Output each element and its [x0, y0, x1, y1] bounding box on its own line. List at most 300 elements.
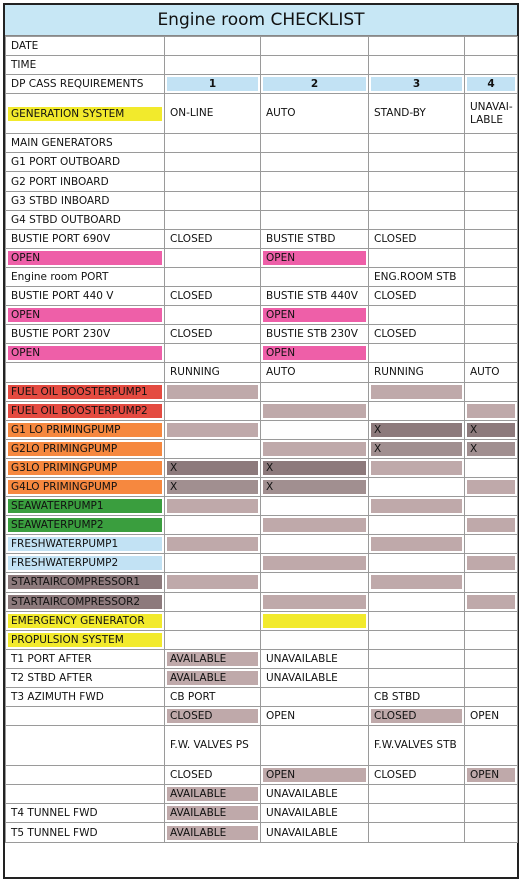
status-cell-4 — [465, 229, 518, 248]
status-cell-3 — [369, 554, 465, 573]
status-cell-2 — [261, 439, 369, 458]
status-cell-1-value — [167, 385, 258, 399]
status-cell-1 — [165, 344, 261, 363]
status-cell-2 — [261, 229, 369, 248]
status-cell-1-value — [167, 155, 258, 169]
status-cell-3 — [369, 172, 465, 191]
status-cell-2-value — [263, 175, 366, 189]
status-cell-3-value — [371, 175, 462, 189]
status-cell-3-value — [371, 499, 462, 513]
status-cell-4 — [465, 267, 518, 286]
status-cell-1-value: 1 — [167, 77, 258, 91]
status-cell-4 — [465, 37, 518, 56]
status-cell-2-value: 2 — [263, 77, 366, 91]
row-label — [6, 267, 165, 286]
status-cell-1 — [165, 573, 261, 592]
status-cell-2 — [261, 306, 369, 325]
checklist-row — [6, 630, 518, 649]
status-cell-4 — [465, 630, 518, 649]
row-label-value: G3LO PRIMINGPUMP — [8, 461, 162, 475]
checklist-row — [6, 210, 518, 229]
status-cell-4-value — [467, 346, 515, 360]
status-cell-2-value: OPEN — [266, 710, 296, 723]
status-cell-3-value — [371, 537, 462, 551]
status-cell-2 — [261, 688, 369, 707]
status-cell-4-value: X — [467, 442, 515, 456]
row-label — [6, 497, 165, 516]
status-cell-2-value — [263, 614, 366, 628]
status-cell-3 — [369, 535, 465, 554]
status-cell-3 — [369, 267, 465, 286]
row-label — [6, 56, 165, 75]
status-cell-3 — [369, 497, 465, 516]
status-cell-4-value — [467, 194, 515, 208]
row-label-value: T3 AZIMUTH FWD — [11, 691, 104, 704]
status-cell-4 — [465, 344, 518, 363]
status-cell-2 — [261, 707, 369, 726]
status-cell-1 — [165, 649, 261, 668]
status-cell-2-value: OPEN — [263, 308, 366, 322]
status-cell-4 — [465, 726, 518, 766]
status-cell-3 — [369, 210, 465, 229]
checklist-row — [6, 592, 518, 611]
status-cell-3-value: CLOSED — [374, 328, 417, 341]
row-label-value: TIME — [11, 59, 37, 72]
checklist-row — [6, 535, 518, 554]
status-cell-2 — [261, 134, 369, 153]
row-label — [6, 75, 165, 94]
status-cell-4-value — [467, 404, 515, 418]
status-cell-1-value: CLOSED — [170, 232, 213, 245]
status-cell-3-value — [371, 461, 462, 475]
status-cell-1-value: F.W. VALVES PS — [170, 739, 249, 752]
checklist-row — [6, 94, 518, 134]
status-cell-1-value: CLOSED — [170, 769, 213, 782]
status-cell-3-value — [371, 614, 462, 628]
status-cell-2 — [261, 649, 369, 668]
row-label — [6, 785, 165, 804]
status-cell-4-value — [467, 787, 515, 801]
status-cell-3-value — [371, 346, 462, 360]
status-cell-2 — [261, 401, 369, 420]
status-cell-1 — [165, 306, 261, 325]
status-cell-3-value — [371, 155, 462, 169]
status-cell-2 — [261, 573, 369, 592]
status-cell-3-value — [371, 671, 462, 685]
status-cell-1-value — [167, 595, 258, 609]
status-cell-3 — [369, 94, 465, 134]
status-cell-2-value: UNAVAILABLE — [266, 788, 338, 801]
status-cell-2 — [261, 516, 369, 535]
checklist-table — [5, 36, 518, 843]
status-cell-4 — [465, 439, 518, 458]
status-cell-2-value: UNAVAILABLE — [266, 671, 338, 684]
status-cell-4 — [465, 477, 518, 496]
checklist-row — [6, 707, 518, 726]
status-cell-1-value — [167, 175, 258, 189]
status-cell-1 — [165, 267, 261, 286]
status-cell-3 — [369, 458, 465, 477]
status-cell-1-value: CLOSED — [170, 290, 213, 303]
checklist-row — [6, 554, 518, 573]
status-cell-1-value: AVAILABLE — [167, 671, 258, 685]
status-cell-1-value — [167, 404, 258, 418]
row-label — [6, 804, 165, 823]
status-cell-3 — [369, 134, 465, 153]
status-cell-1 — [165, 554, 261, 573]
row-label-value: G2LO PRIMINGPUMP — [8, 442, 162, 456]
status-cell-2-value: OPEN — [263, 251, 366, 265]
status-cell-1 — [165, 458, 261, 477]
status-cell-3 — [369, 306, 465, 325]
status-cell-2 — [261, 766, 369, 785]
status-cell-2-value — [263, 442, 366, 456]
status-cell-3-value: F.W.VALVES STB — [374, 739, 457, 752]
status-cell-3 — [369, 248, 465, 267]
row-label-value: Engine room PORT — [11, 270, 109, 283]
row-label-value: FUEL OIL BOOSTERPUMP2 — [8, 404, 162, 418]
status-cell-4 — [465, 707, 518, 726]
status-cell-4-value — [467, 308, 515, 322]
status-cell-1-value: RUNNING — [170, 366, 220, 379]
status-cell-2 — [261, 382, 369, 401]
status-cell-4-value — [467, 614, 515, 628]
row-label — [6, 554, 165, 573]
checklist-sheet — [3, 3, 519, 879]
status-cell-2 — [261, 75, 369, 94]
status-cell-3 — [369, 630, 465, 649]
row-label — [6, 382, 165, 401]
status-cell-4 — [465, 804, 518, 823]
status-cell-4 — [465, 306, 518, 325]
status-cell-1-value — [167, 423, 258, 437]
status-cell-4 — [465, 688, 518, 707]
status-cell-3-value: 3 — [371, 77, 462, 91]
status-cell-3 — [369, 707, 465, 726]
status-cell-4 — [465, 134, 518, 153]
status-cell-2-value: BUSTIE STB 230V — [266, 328, 358, 341]
status-cell-3-value — [371, 595, 462, 609]
status-cell-1-value — [167, 213, 258, 227]
status-cell-1-value — [167, 346, 258, 360]
status-cell-3 — [369, 382, 465, 401]
status-cell-1-value — [167, 136, 258, 150]
status-cell-1-value: AVAILABLE — [167, 652, 258, 666]
status-cell-4 — [465, 382, 518, 401]
status-cell-3-value: CLOSED — [374, 290, 417, 303]
status-cell-1 — [165, 630, 261, 649]
checklist-row — [6, 497, 518, 516]
checklist-row — [6, 382, 518, 401]
status-cell-3 — [369, 573, 465, 592]
status-cell-3-value — [371, 806, 462, 820]
status-cell-1-value — [167, 39, 258, 53]
status-cell-3 — [369, 766, 465, 785]
status-cell-4-value: OPEN — [470, 710, 500, 723]
row-label-value: G4 STBD OUTBOARD — [11, 213, 121, 226]
status-cell-1 — [165, 477, 261, 496]
row-label-value: G1 PORT OUTBOARD — [11, 156, 121, 169]
status-cell-4-value — [467, 633, 515, 647]
row-label-value: STARTAIRCOMPRESSOR1 — [8, 575, 162, 589]
status-cell-2 — [261, 94, 369, 134]
status-cell-4-value: OPEN — [467, 768, 515, 782]
status-cell-3 — [369, 477, 465, 496]
row-label-value: G1 LO PRIMINGPUMP — [8, 423, 162, 437]
row-label-value: OPEN — [8, 346, 162, 360]
status-cell-2 — [261, 785, 369, 804]
status-cell-1 — [165, 516, 261, 535]
status-cell-2-value — [263, 423, 366, 437]
status-cell-2 — [261, 287, 369, 306]
status-cell-1-value — [167, 58, 258, 72]
row-label — [6, 592, 165, 611]
row-label — [6, 458, 165, 477]
status-cell-4 — [465, 611, 518, 630]
status-cell-1 — [165, 191, 261, 210]
status-cell-4-value — [467, 461, 515, 475]
row-label — [6, 649, 165, 668]
status-cell-3-value — [371, 385, 462, 399]
status-cell-2 — [261, 458, 369, 477]
status-cell-1-value — [167, 575, 258, 589]
checklist-row — [6, 823, 518, 842]
row-label-value: MAIN GENERATORS — [11, 137, 113, 150]
status-cell-1 — [165, 287, 261, 306]
status-cell-3-value — [371, 575, 462, 589]
status-cell-1 — [165, 420, 261, 439]
status-cell-1-value: CLOSED — [170, 328, 213, 341]
status-cell-3 — [369, 75, 465, 94]
status-cell-1 — [165, 823, 261, 842]
status-cell-4 — [465, 785, 518, 804]
status-cell-2 — [261, 477, 369, 496]
status-cell-1 — [165, 766, 261, 785]
status-cell-3-value — [371, 213, 462, 227]
status-cell-3 — [369, 37, 465, 56]
checklist-row — [6, 287, 518, 306]
row-label-value: G2 PORT INBOARD — [11, 175, 109, 188]
status-cell-1 — [165, 382, 261, 401]
status-cell-4-value: UNAVAI- LABLE — [470, 100, 513, 126]
row-label-value: T5 TUNNEL FWD — [11, 826, 98, 839]
status-cell-3-value: X — [371, 442, 462, 456]
status-cell-4 — [465, 248, 518, 267]
status-cell-1-value — [167, 499, 258, 513]
status-cell-1 — [165, 229, 261, 248]
status-cell-4-value — [467, 652, 515, 666]
status-cell-3-value — [371, 136, 462, 150]
status-cell-4-value — [467, 39, 515, 53]
status-cell-4 — [465, 75, 518, 94]
status-cell-3-value — [371, 308, 462, 322]
row-label — [6, 287, 165, 306]
status-cell-3 — [369, 611, 465, 630]
status-cell-2-value — [263, 39, 366, 53]
status-cell-3-value: CLOSED — [371, 709, 462, 723]
row-label — [6, 630, 165, 649]
status-cell-1 — [165, 134, 261, 153]
status-cell-1-value: ON-LINE — [170, 107, 214, 120]
status-cell-2 — [261, 535, 369, 554]
status-cell-3-value — [371, 251, 462, 265]
status-cell-1 — [165, 785, 261, 804]
status-cell-2-value: OPEN — [263, 346, 366, 360]
status-cell-4 — [465, 172, 518, 191]
status-cell-2-value: X — [263, 480, 366, 494]
row-label — [6, 229, 165, 248]
row-label-value: OPEN — [8, 308, 162, 322]
status-cell-1-value: CLOSED — [167, 709, 258, 723]
status-cell-4-value — [467, 232, 515, 246]
row-label-value: GENERATION SYSTEM — [8, 107, 162, 121]
status-cell-4-value — [467, 175, 515, 189]
status-cell-2 — [261, 497, 369, 516]
status-cell-3 — [369, 516, 465, 535]
status-cell-3-value: CLOSED — [374, 769, 417, 782]
status-cell-4 — [465, 191, 518, 210]
row-label-value: FRESHWATERPUMP1 — [8, 537, 162, 551]
checklist-title: Engine room CHECKLIST — [5, 5, 517, 36]
status-cell-1-value — [167, 194, 258, 208]
status-cell-4-value — [467, 556, 515, 570]
status-cell-3-value — [371, 194, 462, 208]
status-cell-2-value — [263, 155, 366, 169]
status-cell-2-value: UNAVAILABLE — [266, 807, 338, 820]
row-label-value: G4LO PRIMINGPUMP — [8, 480, 162, 494]
row-label — [6, 172, 165, 191]
status-cell-3 — [369, 649, 465, 668]
status-cell-4 — [465, 458, 518, 477]
status-cell-4-value — [467, 671, 515, 685]
status-cell-1 — [165, 726, 261, 766]
status-cell-1 — [165, 172, 261, 191]
status-cell-1 — [165, 56, 261, 75]
row-label — [6, 191, 165, 210]
status-cell-4 — [465, 287, 518, 306]
row-label-value: EMERGENCY GENERATOR — [8, 614, 162, 628]
status-cell-4-value — [467, 826, 515, 840]
status-cell-3 — [369, 726, 465, 766]
status-cell-2-value — [263, 270, 366, 284]
row-label — [6, 668, 165, 687]
status-cell-4-value — [467, 575, 515, 589]
row-label — [6, 153, 165, 172]
checklist-row — [6, 75, 518, 94]
status-cell-1-value — [167, 537, 258, 551]
status-cell-4-value — [467, 213, 515, 227]
checklist-row — [6, 668, 518, 687]
row-label — [6, 344, 165, 363]
status-cell-2 — [261, 210, 369, 229]
status-cell-2-value — [263, 537, 366, 551]
checklist-row — [6, 344, 518, 363]
checklist-row — [6, 401, 518, 420]
status-cell-2 — [261, 267, 369, 286]
status-cell-1 — [165, 248, 261, 267]
status-cell-2-value: X — [263, 461, 366, 475]
status-cell-1 — [165, 94, 261, 134]
status-cell-2-value: BUSTIE STBD — [266, 232, 336, 245]
status-cell-4-value — [467, 136, 515, 150]
status-cell-4-value — [467, 385, 515, 399]
status-cell-4-value — [467, 289, 515, 303]
row-label-value: SEAWATERPUMP2 — [8, 518, 162, 532]
row-label-value: G3 STBD INBOARD — [11, 194, 110, 207]
row-label-value: STARTAIRCOMPRESSOR2 — [8, 595, 162, 609]
row-label-value: T1 PORT AFTER — [11, 652, 92, 665]
status-cell-1-value: AVAILABLE — [167, 806, 258, 820]
status-cell-3-value: ENG.ROOM STB — [374, 270, 457, 283]
status-cell-2 — [261, 153, 369, 172]
status-cell-2 — [261, 668, 369, 687]
checklist-row — [6, 785, 518, 804]
status-cell-3 — [369, 688, 465, 707]
status-cell-4 — [465, 766, 518, 785]
status-cell-1 — [165, 75, 261, 94]
status-cell-1-value — [167, 251, 258, 265]
row-label — [6, 325, 165, 344]
status-cell-1-value — [167, 270, 258, 284]
status-cell-3 — [369, 592, 465, 611]
status-cell-1 — [165, 153, 261, 172]
status-cell-3-value — [371, 652, 462, 666]
status-cell-4-value — [467, 270, 515, 284]
status-cell-3-value — [371, 556, 462, 570]
checklist-row — [6, 153, 518, 172]
status-cell-4 — [465, 401, 518, 420]
status-cell-1-value — [167, 614, 258, 628]
status-cell-4-value: AUTO — [470, 366, 500, 379]
checklist-row — [6, 439, 518, 458]
checklist-row — [6, 56, 518, 75]
row-label — [6, 766, 165, 785]
checklist-row — [6, 306, 518, 325]
status-cell-4 — [465, 516, 518, 535]
status-cell-3-value — [371, 39, 462, 53]
status-cell-4-value: 4 — [467, 77, 515, 91]
row-label-value: DP CASS REQUIREMENTS — [11, 78, 144, 91]
status-cell-3 — [369, 153, 465, 172]
status-cell-3-value — [371, 58, 462, 72]
status-cell-2-value — [263, 518, 366, 532]
status-cell-3 — [369, 287, 465, 306]
status-cell-1-value — [167, 556, 258, 570]
status-cell-4 — [465, 573, 518, 592]
row-label — [6, 516, 165, 535]
status-cell-2-value — [263, 556, 366, 570]
row-label-value — [8, 768, 162, 782]
row-label — [6, 726, 165, 766]
status-cell-4 — [465, 592, 518, 611]
status-cell-3 — [369, 401, 465, 420]
status-cell-2-value — [263, 499, 366, 513]
status-cell-4-value — [467, 327, 515, 341]
status-cell-1 — [165, 535, 261, 554]
status-cell-3 — [369, 363, 465, 382]
status-cell-4-value — [467, 690, 515, 704]
status-cell-4 — [465, 153, 518, 172]
row-label — [6, 210, 165, 229]
row-label-value: OPEN — [8, 251, 162, 265]
status-cell-2-value — [263, 575, 366, 589]
status-cell-4 — [465, 325, 518, 344]
status-cell-2-value: UNAVAILABLE — [266, 652, 338, 665]
status-cell-4-value — [467, 499, 515, 513]
status-cell-4 — [465, 823, 518, 842]
status-cell-2-value — [263, 194, 366, 208]
row-label-value: T4 TUNNEL FWD — [11, 807, 98, 820]
